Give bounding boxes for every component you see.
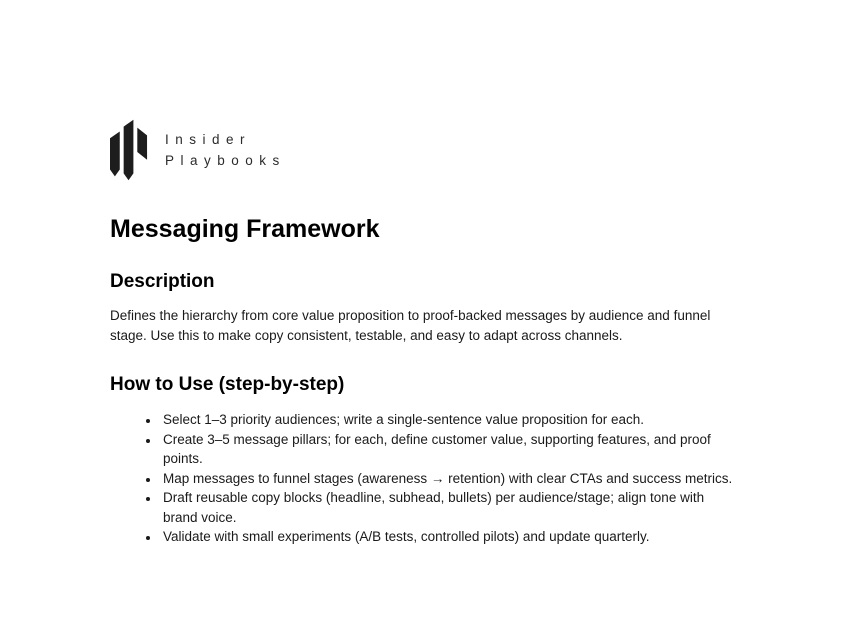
page-title: Messaging Framework <box>110 215 380 243</box>
section-heading-description: Description <box>110 271 215 292</box>
list-item: • Draft reusable copy blocks (headline, subhead, bullets) per audience/stage; align tone with brand voice. <box>160 488 740 527</box>
brand-logo <box>110 118 740 182</box>
section-heading-how-to-use: How to Use (step-by-step) <box>110 374 345 395</box>
brand-name <box>165 129 286 172</box>
list-item: • Validate with small experiments (A/B tests, controlled pilots) and update quarterly. <box>160 527 740 547</box>
document-content <box>110 118 740 547</box>
brand-name-line2: Playbooks <box>165 153 286 168</box>
list-item: • Create 3–5 message pillars; for each, define customer value, supporting features, and proof points. <box>160 430 740 469</box>
description-paragraph: Defines the hierarchy from core value proposition to proof-backed messages by audience and funnel stage. Use this to make copy consistent, testable, and easy to adapt across channels. <box>110 308 711 343</box>
how-to-use-list <box>110 410 740 547</box>
brand-name-line1: Insider <box>165 131 252 147</box>
insider-playbooks-logo-icon <box>110 118 149 182</box>
list-item: • Select 1–3 priority audiences; write a single-sentence value proposition for each. <box>160 410 740 430</box>
list-item: • Map messages to funnel stages (awareness → retention) with clear CTAs and success metrics. <box>160 469 740 489</box>
